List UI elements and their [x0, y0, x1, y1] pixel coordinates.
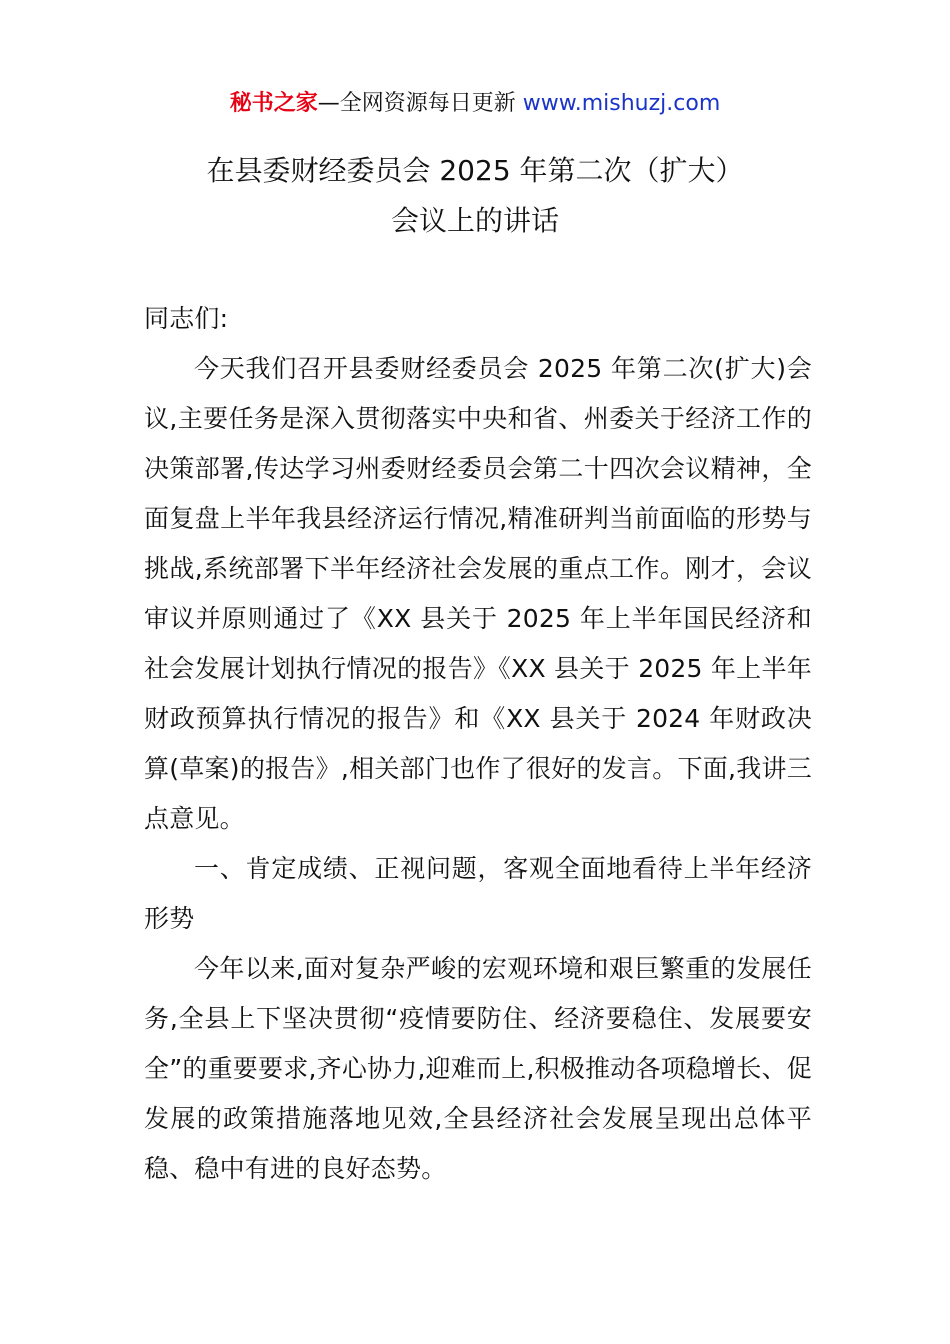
brand-name: 秘书之家	[229, 91, 318, 116]
title-line-1: 在县委财经委员会 2025 年第二次（扩大）	[206, 154, 744, 187]
title-line-2: 会议上的讲话	[390, 204, 559, 237]
document-title	[0, 146, 950, 246]
site-banner	[0, 88, 950, 120]
brand-url-link[interactable]: www.mishuzj.com	[522, 91, 721, 116]
paragraph-section-1: 今年以来,面对复杂严峻的宏观环境和艰巨繁重的发展任务,全县上下坚决贯彻“疫情要防住、经济要稳住、发展要安全”的重要要求,齐心协力,迎难而上,积极推动各项稳增长、促发展的政策措施落地见效,全县经济社会发展呈现出总体平稳、稳中有进的良好态势。	[144, 954, 812, 1183]
brand-tagline: —全网资源每日更新	[317, 91, 523, 116]
salutation: 同志们:	[144, 304, 229, 333]
paragraph-intro: 今天我们召开县委财经委员会 2025 年第二次(扩大)会议,主要任务是深入贯彻落实中央和省、州委关于经济工作的决策部署,传达学习州委财经委员会第二十四次会议精神，全面复盘上半年我县经济运行情况,精准研判当前面临的形势与挑战,系统部署下半年经济社会发展的重点工作。刚才，会议审议并原则通过了《XX 县关于 2025 年上半年国民经济和社会发展计划执行情况的报告》《XX 县关于 2025 年上半年财政预算执行情况的报告》和《XX 县关于 2024 年财政决算(草案)的报告》,相关部门也作了很好的发言。下面,我讲三点意见。	[144, 354, 812, 833]
document-body	[144, 294, 812, 1194]
section-heading-1: 一、肯定成绩、正视问题，客观全面地看待上半年经济形势	[144, 854, 812, 933]
